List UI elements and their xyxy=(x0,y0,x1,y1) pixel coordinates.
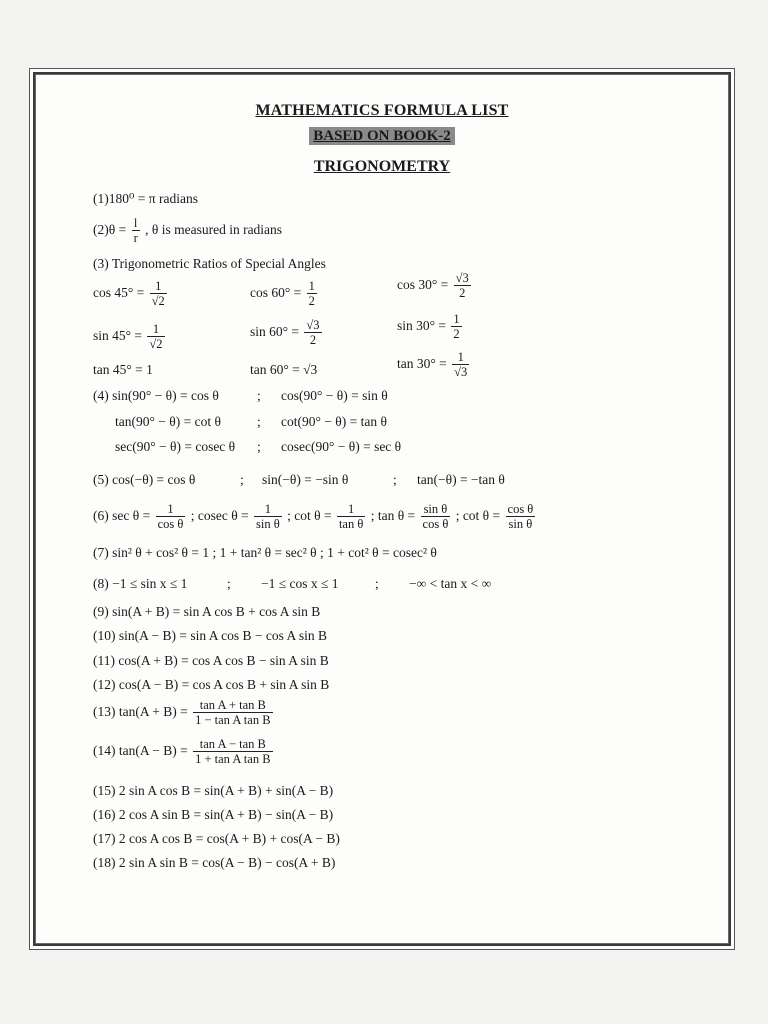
fraction xyxy=(156,502,186,532)
formula-18: (18) 2 sin A sin B = cos(A − B) − cos(A + B) xyxy=(93,855,336,870)
denominator: cos θ xyxy=(157,517,184,532)
tan45-formula: tan 45° = 1 xyxy=(93,362,153,377)
denominator: 2 xyxy=(308,294,315,309)
formula-4-row-2-sep: ; xyxy=(257,414,261,429)
formula-4-row-1-sep: ; xyxy=(257,388,261,403)
lhs: sin 45° = xyxy=(93,327,143,343)
sin45-formula xyxy=(93,322,167,352)
denominator: sin θ xyxy=(256,517,280,532)
numerator: 1 xyxy=(337,502,365,517)
cos30-formula xyxy=(397,271,473,301)
denominator: 1 − tan A tan B xyxy=(195,713,271,728)
numerator: 1 xyxy=(147,322,164,337)
formula-8-part-1: (8) −1 ≤ sin x ≤ 1 xyxy=(93,576,188,591)
page-title: MATHEMATICS FORMULA LIST xyxy=(255,102,509,119)
formula-5-part-2: sin(−θ) = −sin θ xyxy=(262,472,349,487)
formula-9: (9) sin(A + B) = sin A cos B + cos A sin B xyxy=(93,604,321,619)
cos60-formula xyxy=(250,279,319,309)
denominator: 1 + tan A tan B xyxy=(195,752,271,767)
numerator: 1 xyxy=(156,502,186,517)
formula-8-part-3: −∞ < tan x < ∞ xyxy=(409,576,492,591)
formula-4-row-3-left: sec(90° − θ) = cosec θ xyxy=(115,439,236,454)
formula-1: (1)180⁰ = π radians xyxy=(93,191,198,206)
lhs: sin 60° = xyxy=(250,323,300,339)
sin30-formula xyxy=(397,312,464,342)
formula-16: (16) 2 cos A sin B = sin(A + B) − sin(A − B) xyxy=(93,807,334,822)
topic-heading: TRIGONOMETRY xyxy=(313,158,451,175)
numerator: cos θ xyxy=(507,502,534,516)
formula-sheet xyxy=(33,72,731,946)
formula-3-heading: (3) Trigonometric Ratios of Special Angles xyxy=(93,256,326,271)
formula-4-row-1-left: (4) sin(90° − θ) = cos θ xyxy=(93,388,219,403)
denominator: √2 xyxy=(149,337,163,352)
fraction xyxy=(454,271,471,301)
fraction xyxy=(421,502,451,532)
denominator: √3 xyxy=(454,365,468,380)
lhs: cos 60° = xyxy=(250,284,302,300)
numerator: l xyxy=(132,216,140,231)
numerator: 1 xyxy=(452,350,469,365)
formula-2-suffix: , θ is measured in radians xyxy=(145,221,283,237)
subtitle-highlight: BASED ON BOOK-2 xyxy=(309,127,455,145)
lhs: sin 30° = xyxy=(397,317,447,333)
formula-2 xyxy=(93,216,282,246)
fraction xyxy=(132,216,140,246)
denominator: 2 xyxy=(459,286,466,301)
lhs: ; cot θ = xyxy=(287,507,332,523)
lhs: ; tan θ = xyxy=(370,507,416,523)
denominator: cos θ xyxy=(422,517,449,532)
formula-4-row-1-right: cos(90° − θ) = sin θ xyxy=(281,388,388,403)
formula-8-sep-2: ; xyxy=(375,576,379,591)
numerator: sin θ xyxy=(421,502,451,517)
numerator: 1 xyxy=(308,279,315,293)
formula-6 xyxy=(93,502,537,532)
lhs: ; cot θ = xyxy=(455,507,501,523)
formula-2-prefix: (2)θ = xyxy=(93,221,127,237)
numerator: 1 xyxy=(150,279,167,294)
formula-4-row-3-sep: ; xyxy=(257,439,261,454)
cos45-formula xyxy=(93,279,169,309)
denominator: tan θ xyxy=(338,517,364,532)
formula-14 xyxy=(93,737,275,767)
tan60-formula: tan 60° = √3 xyxy=(250,362,318,377)
sin60-formula xyxy=(250,318,324,348)
fraction xyxy=(254,502,282,532)
formula-7: (7) sin² θ + cos² θ = 1 ; 1 + tan² θ = sec² θ ; 1 + cot² θ = cosec² θ xyxy=(93,545,437,560)
formula-5-part-1: (5) cos(−θ) = cos θ xyxy=(93,472,196,487)
formula-4-row-3-right: cosec(90° − θ) = sec θ xyxy=(281,439,402,454)
formula-5-sep-2: ; xyxy=(393,472,397,487)
denominator: r xyxy=(133,231,138,246)
tan30-formula xyxy=(397,350,471,380)
lhs: cos 45° = xyxy=(93,284,145,300)
lhs: cos 30° = xyxy=(397,276,449,292)
formula-12: (12) cos(A − B) = cos A cos B + sin A sin B xyxy=(93,677,330,692)
formula-13 xyxy=(93,698,275,728)
formula-8-sep-1: ; xyxy=(227,576,231,591)
formula-8-part-2: −1 ≤ cos x ≤ 1 xyxy=(261,576,339,591)
denominator: sin θ xyxy=(508,517,533,532)
fraction xyxy=(307,279,317,309)
numerator: tan A − tan B xyxy=(193,737,272,752)
fraction xyxy=(193,737,272,767)
fraction xyxy=(337,502,365,532)
lhs: tan 30° = xyxy=(397,355,447,371)
fraction xyxy=(147,322,164,352)
formula-4-row-2-left: tan(90° − θ) = cot θ xyxy=(115,414,221,429)
lhs: ; cosec θ = xyxy=(190,507,249,523)
fraction xyxy=(150,279,167,309)
lhs: (13) tan(A + B) = xyxy=(93,703,188,719)
numerator: 1 xyxy=(453,312,460,326)
formula-5-sep-1: ; xyxy=(240,472,244,487)
fraction xyxy=(451,312,461,342)
numerator: √3 xyxy=(455,271,469,285)
formula-5-part-3: tan(−θ) = −tan θ xyxy=(417,472,505,487)
fraction xyxy=(452,350,469,380)
denominator: √2 xyxy=(151,294,165,309)
formula-15: (15) 2 sin A cos B = sin(A + B) + sin(A − B) xyxy=(93,783,334,798)
lhs: (14) tan(A − B) = xyxy=(93,742,188,758)
formula-10: (10) sin(A − B) = sin A cos B − cos A sin B xyxy=(93,628,327,643)
numerator: tan A + tan B xyxy=(193,698,272,713)
formula-11: (11) cos(A + B) = cos A cos B − sin A sin B xyxy=(93,653,329,668)
denominator: 2 xyxy=(309,333,317,348)
numerator: √3 xyxy=(306,318,320,332)
fraction xyxy=(193,698,272,728)
formula-17: (17) 2 cos A cos B = cos(A + B) + cos(A − B) xyxy=(93,831,340,846)
formula-4-row-2-right: cot(90° − θ) = tan θ xyxy=(281,414,387,429)
fraction xyxy=(304,318,321,348)
page-subtitle xyxy=(35,128,729,145)
lhs: (6) sec θ = xyxy=(93,507,151,523)
numerator: 1 xyxy=(254,502,282,517)
fraction xyxy=(506,502,536,532)
denominator: 2 xyxy=(453,327,460,342)
